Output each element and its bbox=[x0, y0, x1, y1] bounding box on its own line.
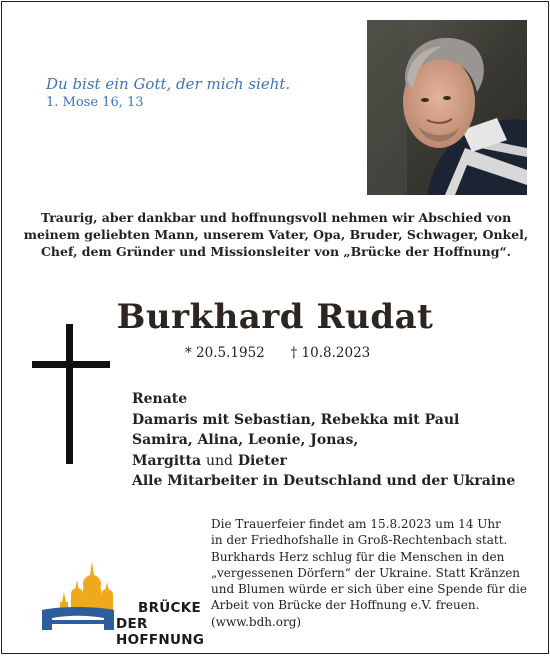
farewell-text bbox=[22, 209, 530, 260]
obituary-notice bbox=[1, 1, 549, 654]
logo-word-1: BRÜCKE bbox=[138, 600, 202, 616]
farewell-line: Traurig, aber dankbar und hoffnungsvoll nehmen wir Abschied von bbox=[40, 210, 512, 225]
mourner-line: Damaris mit Sebastian, Rebekka mit Paul bbox=[132, 411, 460, 428]
mourners-list bbox=[132, 389, 515, 492]
farewell-line: meinem geliebten Mann, unserem Vater, Opa, Bruder, Schwager, Onkel, bbox=[23, 227, 529, 242]
mourner-name: Dieter bbox=[237, 452, 287, 469]
mourner-name: Margitta bbox=[132, 452, 202, 469]
birth-date: * 20.5.1952 bbox=[185, 345, 265, 361]
verse-reference: 1. Mose 16, 13 bbox=[46, 95, 144, 110]
life-dates bbox=[185, 345, 370, 361]
portrait-photo bbox=[367, 20, 527, 195]
notice-line: „vergessenen Dörfern“ der Ukraine. Statt Kränzen bbox=[211, 565, 521, 580]
conjunction: und bbox=[205, 452, 233, 469]
notice-line: und Blumen würde er sich über eine Spende für die bbox=[211, 582, 527, 597]
notice-line: in der Friedhofshalle in Groß-Rechtenbach statt. bbox=[211, 533, 508, 548]
funeral-notice bbox=[211, 516, 531, 630]
mourner-line bbox=[132, 451, 515, 472]
mourner-line: Alle Mitarbeiter in Deutschland und der Ukraine bbox=[132, 473, 516, 489]
verse-text: Du bist ein Gott, der mich sieht. bbox=[46, 75, 291, 93]
cross-icon bbox=[32, 324, 110, 464]
notice-line: Arbeit von Brücke der Hoffnung e.V. freuen. bbox=[211, 598, 480, 613]
bible-verse bbox=[46, 74, 290, 112]
farewell-line: Chef, dem Gründer und Missionsleiter von „Brücke der Hoffnung“. bbox=[40, 244, 512, 259]
notice-line: Die Trauerfeier findet am 15.8.2023 um 14 Uhr bbox=[211, 517, 501, 531]
mourner-line: Renate bbox=[132, 391, 188, 407]
bruecke-der-hoffnung-logo bbox=[40, 558, 205, 648]
notice-line: (www.bdh.org) bbox=[211, 614, 302, 629]
notice-line: Burkhards Herz schlug für die Menschen in den bbox=[211, 549, 505, 564]
death-date: † 10.8.2023 bbox=[290, 345, 371, 361]
logo-word-2: DER HOFFNUNG bbox=[116, 616, 205, 648]
deceased-name: Burkhard Rudat bbox=[116, 297, 434, 337]
mourner-line: Samira, Alina, Leonie, Jonas, bbox=[132, 432, 359, 448]
